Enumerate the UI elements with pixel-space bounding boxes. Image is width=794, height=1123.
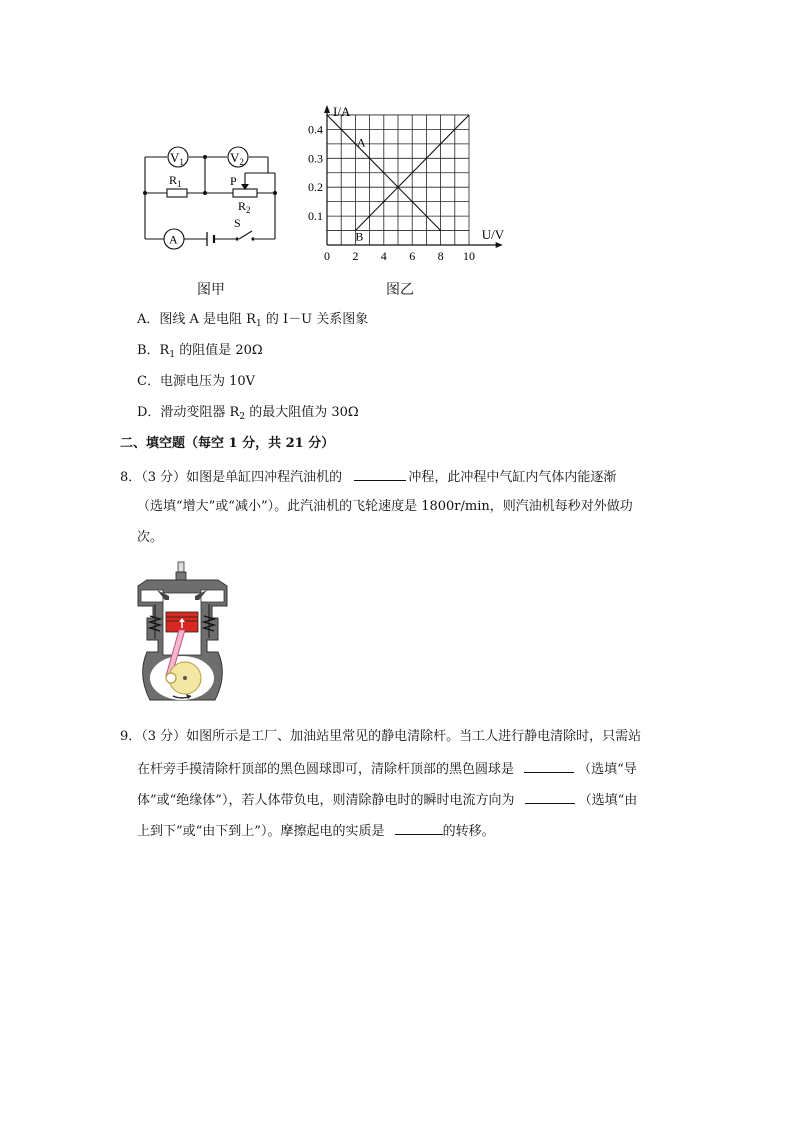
figure-jia-caption: 图甲 bbox=[197, 282, 225, 298]
q9-blank-2 bbox=[525, 789, 575, 804]
option-a: A．图线 A 是电阻 $R_1$ 的 I－U 关系图象 bbox=[137, 312, 369, 329]
q8-blank-1 bbox=[354, 466, 406, 481]
q8-line3: 次。 bbox=[137, 530, 164, 545]
y-tick-label: 0.1 bbox=[308, 209, 323, 224]
r1-label: $R_1$ bbox=[169, 173, 182, 189]
x-axis-label: U/V bbox=[481, 227, 505, 242]
q9-line2 bbox=[137, 758, 637, 780]
q9-line2-after: （选填“导 bbox=[578, 762, 637, 777]
line-b-label: B bbox=[355, 229, 364, 244]
q9-line2-before: 在杆旁手摸清除杆顶部的黑色圆球即可，清除杆顶部的黑色圆球是 bbox=[137, 762, 515, 777]
option-b: B．$R_1$ 的阻值是 20Ω bbox=[137, 343, 263, 360]
iu-chart bbox=[300, 100, 510, 275]
ammeter-label: A bbox=[169, 232, 178, 247]
q8-line2: （选填“增大”或“减小”）。此汽油机的飞轮速度是 1800r/min，则汽油机每秒对外做功 bbox=[137, 499, 633, 514]
x-tick-label: 4 bbox=[380, 249, 387, 263]
engine-illustration bbox=[135, 560, 230, 710]
y-tick-label: 0.4 bbox=[308, 122, 323, 137]
p-label: P bbox=[230, 174, 237, 188]
x-tick-label: 8 bbox=[437, 249, 444, 263]
section-title: 二、填空题（每空 1 分，共 21 分） bbox=[120, 436, 335, 451]
option-d: D．滑动变阻器 $R_2$ 的最大阻值为 30Ω bbox=[137, 405, 359, 422]
s-label: S bbox=[234, 216, 241, 230]
x-axis-arrow bbox=[496, 242, 503, 248]
q9-line4 bbox=[137, 820, 495, 842]
option-c: C．电源电压为 10V bbox=[137, 374, 256, 389]
q9-line3 bbox=[137, 789, 637, 811]
v2-label: $V_2$ bbox=[230, 150, 244, 167]
q8-line1-after: 冲程，此冲程中气缸内气体内能逐渐 bbox=[408, 470, 617, 485]
q9-line4-before: 上到下”或“由下到上”）。摩擦起电的实质是 bbox=[137, 824, 385, 839]
y-tick-label: 0.3 bbox=[308, 151, 323, 166]
x-tick-label: 2 bbox=[352, 249, 359, 263]
q9-line4-after: 的转移。 bbox=[442, 824, 495, 839]
y-axis-label: I/A bbox=[333, 104, 351, 119]
q9-blank-3 bbox=[395, 820, 443, 835]
q9-blank-1 bbox=[524, 758, 574, 773]
v1-label: $V_1$ bbox=[170, 150, 184, 167]
r2-label: $R_2$ bbox=[238, 199, 251, 215]
q9-line3-before: 体”或“绝缘体”），若人体带负电，则清除静电时的瞬时电流方向为 bbox=[137, 793, 515, 808]
q8-line1-before: 8．（3 分）如图是单缸四冲程汽油机的 bbox=[120, 470, 343, 485]
y-axis-arrow bbox=[324, 105, 330, 113]
q9-line3-after: （选填“由 bbox=[578, 793, 638, 808]
x-tick-label: 0 bbox=[324, 249, 330, 263]
x-tick-label: 6 bbox=[409, 249, 416, 263]
figure-yi-caption: 图乙 bbox=[386, 282, 414, 298]
line-a-label: A bbox=[356, 135, 366, 150]
x-tick-label: 10 bbox=[463, 249, 475, 263]
circuit-diagram bbox=[130, 135, 290, 260]
q9-line1: 9．（3 分）如图所示是工厂、加油站里常见的静电清除杆。当工人进行静电清除时，只需站 bbox=[120, 729, 642, 744]
q8-line1 bbox=[120, 466, 616, 488]
y-tick-label: 0.2 bbox=[308, 180, 323, 195]
